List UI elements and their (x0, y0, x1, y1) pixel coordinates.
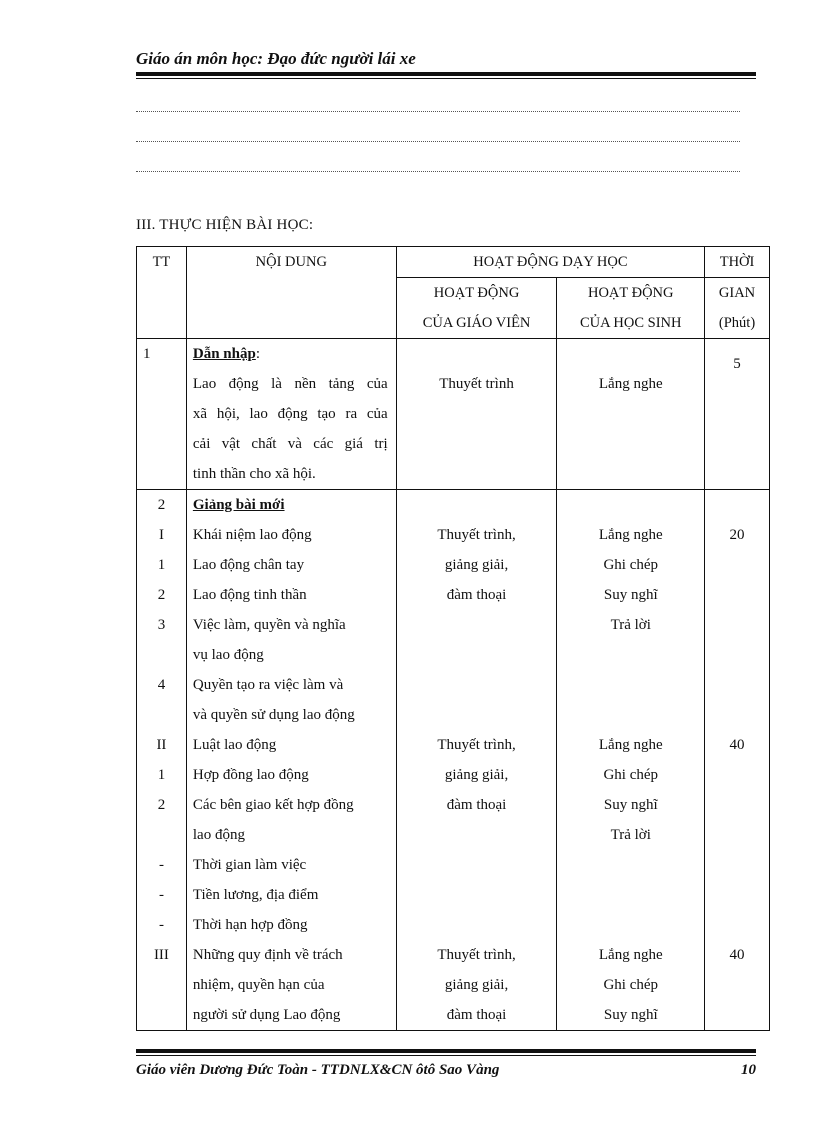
row2-student (557, 640, 704, 670)
row2-student: Trả lời (610, 827, 651, 843)
row2-tt: 3 (157, 617, 166, 633)
footer-rule-thick (136, 1049, 756, 1053)
row2-student (557, 910, 704, 940)
row2-tt: 1 (157, 557, 166, 573)
row2-tt: I (158, 527, 164, 543)
row2-time (705, 760, 769, 790)
col-header-activities: HOẠT ĐỘNG DẠY HỌC (396, 247, 704, 278)
row2-time: 20 (729, 527, 745, 543)
row2-teacher: giảng giải, (444, 557, 509, 573)
row2-tt: III (153, 947, 169, 963)
header-title: Giáo án môn học: Đạo đức người lái xe (136, 49, 416, 68)
lesson-plan-table (136, 246, 770, 1031)
row1-teacher: Thuyết trình (439, 376, 514, 392)
col-header-teacher-2: CỦA GIÁO VIÊN (396, 308, 557, 339)
footer-text: Giáo viên Dương Đức Toàn - TTDNLX&CN ôtô Sao Vàng (136, 1062, 500, 1078)
dotted-line (136, 140, 740, 142)
row2-tt: 2 (157, 797, 166, 813)
row2-tt (137, 820, 186, 850)
row2-time (705, 550, 769, 580)
row2-content-line: và quyền sử dụng lao động (192, 707, 355, 723)
row2-tt: 1 (157, 767, 166, 783)
row2-teacher (397, 850, 557, 880)
row2-time (705, 850, 769, 880)
row1-line (187, 369, 396, 399)
word: giá (344, 436, 363, 452)
word: tạo (317, 406, 336, 422)
row1-content-cell (186, 339, 396, 490)
row2-tt (137, 1000, 186, 1030)
col-header-content: NỘI DUNG (186, 247, 396, 339)
row2-tt: - (158, 857, 164, 873)
row2-teacher (397, 490, 557, 520)
row2-tt: 2 (157, 497, 166, 513)
word: trị (374, 436, 388, 452)
row2-time (705, 790, 769, 820)
row2-student: Suy nghĩ (603, 1007, 658, 1023)
row2-time (705, 910, 769, 940)
word: của (366, 376, 388, 392)
row2-teacher (397, 670, 557, 700)
row2-content-line: Tiền lương, địa điểm (192, 887, 319, 903)
row1-line (187, 429, 396, 459)
row2-student (557, 670, 704, 700)
row2-content-line: Những quy định về trách (192, 947, 343, 963)
row2-title-line (187, 490, 396, 520)
row2-student (557, 850, 704, 880)
table-row (137, 490, 770, 1031)
row2-teacher: giảng giải, (444, 977, 509, 993)
row2-time: 40 (729, 947, 745, 963)
word: nền (294, 376, 317, 392)
row2-teacher (397, 610, 557, 640)
row1-student-cell (557, 339, 705, 490)
row1-time-cell (705, 339, 770, 490)
table-row (137, 339, 770, 490)
row2-content-line: người sử dụng Lao động (192, 1007, 341, 1023)
row2-content-line: Các bên giao kết hợp đồng (192, 797, 354, 813)
row1-tt: 1 (143, 346, 151, 362)
row1-title: Dẫn nhập (192, 346, 256, 362)
row2-tt: - (158, 887, 164, 903)
dotted-line (136, 110, 740, 112)
row1-line: tinh thần cho xã hội. (192, 466, 316, 482)
row2-tt-cell (137, 490, 187, 1031)
row2-content-line: Khái niệm lao động (192, 527, 312, 543)
row2-time (705, 490, 769, 520)
word: của (366, 406, 388, 422)
row2-content-line: Lao động tinh thần (192, 587, 307, 603)
row2-content-cell (186, 490, 396, 1031)
row2-content-line: Quyền tạo ra việc làm và (192, 677, 344, 693)
row2-tt (137, 970, 186, 1000)
word: lao (249, 406, 268, 422)
row2-tt (137, 700, 186, 730)
row2-teacher-cell (396, 490, 557, 1031)
row2-content-line: Hợp đồng lao động (192, 767, 309, 783)
col-header-time-2: GIAN (705, 278, 770, 309)
row2-tt: 2 (157, 587, 166, 603)
page-number: 10 (741, 1062, 756, 1078)
dotted-line (136, 170, 740, 172)
row2-time (705, 700, 769, 730)
row2-student: Ghi chép (603, 767, 659, 783)
row1-teacher-cell (396, 339, 557, 490)
col-header-teacher-1: HOẠT ĐỘNG (396, 278, 557, 309)
row1-time: 5 (733, 356, 741, 372)
row2-content-line: vụ lao động (192, 647, 264, 663)
row2-student (557, 880, 704, 910)
word: cải (192, 436, 211, 452)
row1-student: Lắng nghe (598, 376, 663, 392)
row2-student-cell (557, 490, 705, 1031)
row2-teacher: Thuyết trình, (437, 527, 516, 543)
row1-title-line (187, 339, 396, 369)
col-header-time-3: (Phút) (705, 308, 770, 339)
row2-content-line: Lao động chân tay (192, 557, 305, 573)
row2-teacher (397, 640, 557, 670)
row2-time (705, 640, 769, 670)
row2-tt: - (158, 917, 164, 933)
word: động (228, 376, 259, 392)
row2-student: Lắng nghe (598, 737, 663, 753)
row2-time-cell (705, 490, 770, 1031)
row1-line (187, 399, 396, 429)
row2-content-line: nhiệm, quyền hạn của (192, 977, 325, 993)
word: hội, (216, 406, 240, 422)
col-header-tt: TT (137, 247, 187, 339)
row2-teacher: Thuyết trình, (437, 737, 516, 753)
row2-tt: 4 (157, 677, 166, 693)
word: động (277, 406, 308, 422)
row2-student (557, 700, 704, 730)
word: xã (192, 406, 208, 422)
word: tảng (328, 376, 355, 392)
footer-line (136, 1062, 756, 1079)
word: là (271, 376, 282, 392)
row2-student: Ghi chép (603, 557, 659, 573)
col-header-student-2: CỦA HỌC SINH (557, 308, 705, 339)
section-heading: III. THỰC HIỆN BÀI HỌC: (136, 217, 314, 233)
row2-teacher (397, 700, 557, 730)
row2-time (705, 820, 769, 850)
row2-tt: II (156, 737, 167, 753)
row2-student (557, 490, 704, 520)
table-header-row (137, 247, 770, 278)
row2-student: Trả lời (610, 617, 651, 633)
row2-teacher (397, 820, 557, 850)
row2-teacher: đàm thoại (446, 797, 507, 813)
row2-content-line: Việc làm, quyền và nghĩa (192, 617, 346, 633)
row2-student: Ghi chép (603, 977, 659, 993)
row2-content-line: Thời hạn hợp đồng (192, 917, 308, 933)
row2-student: Suy nghĩ (603, 587, 658, 603)
row2-time (705, 610, 769, 640)
row2-content-line: Thời gian làm việc (192, 857, 307, 873)
row2-time (705, 580, 769, 610)
row2-time (705, 670, 769, 700)
footer-rule-thin (136, 1055, 756, 1056)
row2-student: Lắng nghe (598, 527, 663, 543)
row2-time (705, 1000, 769, 1030)
row2-time (705, 970, 769, 1000)
row2-student: Suy nghĩ (603, 797, 658, 813)
row2-teacher: đàm thoại (446, 587, 507, 603)
row2-content-line: Luật lao động (192, 737, 277, 753)
word: vật (221, 436, 241, 452)
word: Lao (192, 376, 217, 392)
row2-teacher (397, 910, 557, 940)
row2-teacher (397, 880, 557, 910)
row2-time: 40 (729, 737, 745, 753)
word: chất (251, 436, 277, 452)
row2-teacher: Thuyết trình, (437, 947, 516, 963)
header-rule-thin (136, 78, 756, 79)
row1-title-colon: : (255, 346, 260, 362)
row2-teacher: giảng giải, (444, 767, 509, 783)
word: ra (345, 406, 358, 422)
row2-teacher: đàm thoại (446, 1007, 507, 1023)
row2-content-line: lao động (192, 827, 245, 843)
header-rule-thick (136, 72, 756, 76)
col-header-time-1: THỜI (705, 247, 770, 278)
row2-tt (137, 640, 186, 670)
row2-student: Lắng nghe (598, 947, 663, 963)
col-header-student-1: HOẠT ĐỘNG (557, 278, 705, 309)
row1-tt-cell (137, 339, 187, 490)
row2-title: Giảng bài mới (192, 497, 285, 513)
row2-time (705, 880, 769, 910)
word: các (313, 436, 334, 452)
word: và (287, 436, 302, 452)
